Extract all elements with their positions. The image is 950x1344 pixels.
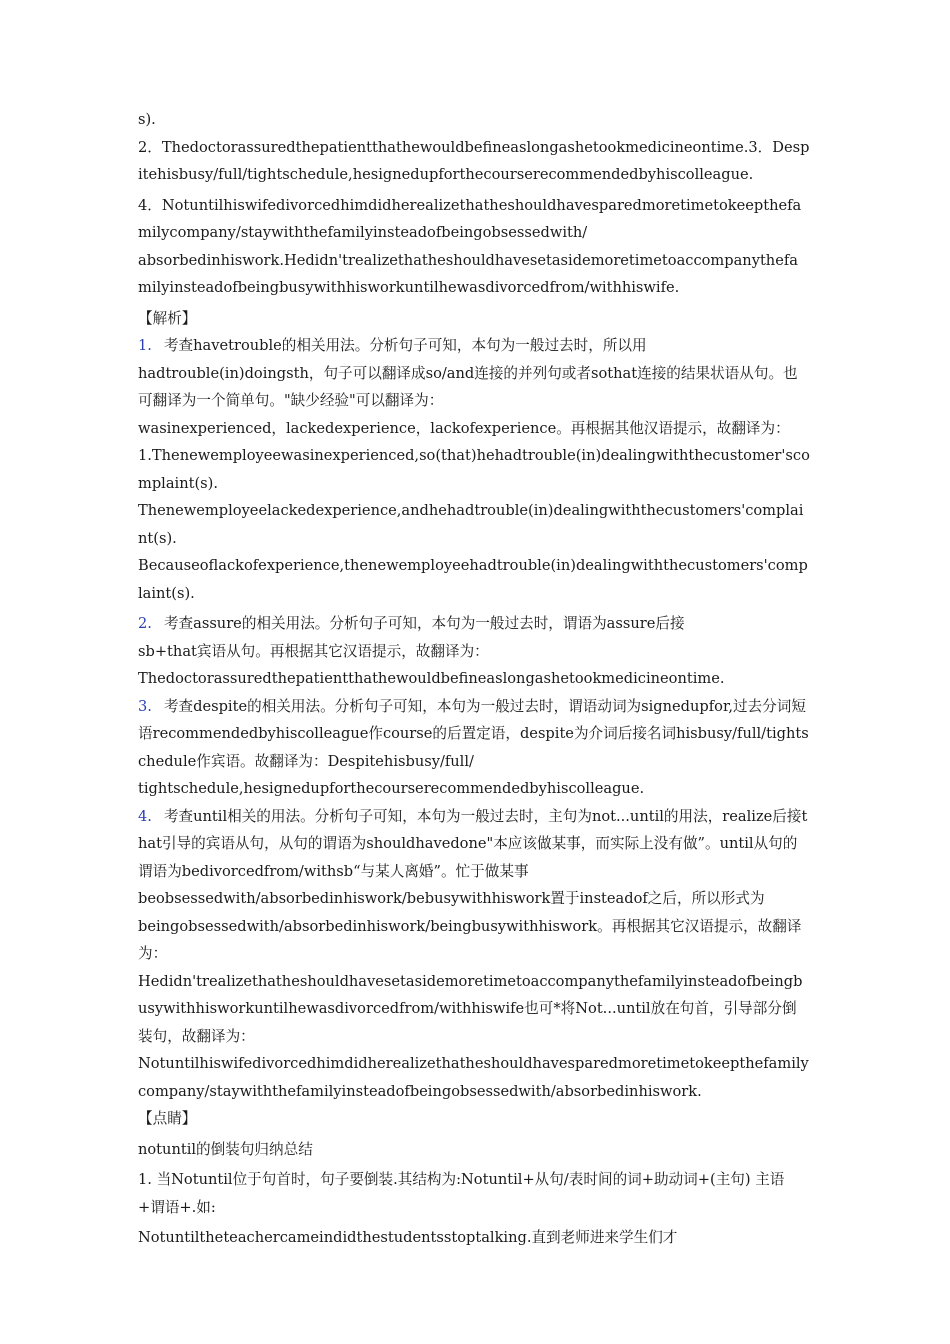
analysis-text: 1.Thenewemployeewasinexperienced,so(that)hehadtrouble(in)dealingwiththecustomer'scomplaint(s). (138, 447, 810, 492)
answer-line: 4．Notuntilhiswifedivorcedhimdidherealizethatheshouldhavesparedmoretimetokeepthefamilycompany/staywiththefamilyinsteadofbeingobsessedwith/ (138, 196, 802, 241)
analysis-text: hadtrouble(in)doingsth，句子可以翻译成so/and连接的并列句或者sothat连接的结果状语从句。也可翻译为一个简单句。"缺少经验"可以翻译为： (138, 364, 798, 409)
tip-heading: 【点睛】 (138, 1110, 197, 1127)
analysis-item-3 (138, 693, 810, 803)
analysis-item-2 (138, 610, 810, 693)
analysis-item-4 (138, 803, 810, 1106)
tip-item: 1. 当Notuntil位于句首时，句子要倒装.其结构为:Notuntil+从句/表时间的词+助动词+(主句) 主语+谓语+.如: (138, 1171, 785, 1216)
item-number: 4. (138, 807, 152, 825)
analysis-text: 考查havetrouble的相关用法。分析句子可知，本句为一般过去时，所以用 (163, 337, 647, 354)
analysis-heading: 【解析】 (138, 309, 197, 327)
analysis-text: beingobsessedwith/absorbedinhiswork/beingbusywithhiswork。再根据其它汉语提示，故翻译为： (138, 917, 802, 962)
analysis-item-1 (138, 332, 810, 607)
item-number: 2. (138, 615, 152, 632)
item-number: 1. (138, 337, 152, 354)
item-number: 3. (138, 697, 152, 715)
analysis-text: wasinexperienced，lackedexperience，lackofexperience。再根据其他汉语提示，故翻译为： (138, 419, 790, 437)
answer-line: s). (138, 111, 156, 128)
analysis-text: Hedidn'trealizethatheshouldhavesetasidemoretimetoaccompanythefamilyinsteadofbeingbusywithhisworkuntilhewasdivorcedfrom/withhiswife也可*将Not...until放在句首，引导部分倒装句，故翻译为： (138, 972, 803, 1045)
answer-line: absorbedinhiswork.Hedidn'trealizethatheshouldhavesetasidemoretimetoaccompanythefamilyinsteadofbeingbusywithhisworkuntilhewasdivorcedfrom/withhiswife. (138, 251, 798, 296)
analysis-text: 考查assure的相关用法。分析句子可知，本句为一般过去时，谓语为assure后接 (163, 615, 685, 632)
tip-item: Notuntiltheteachercameindidthestudentsstoptalking.直到老师进来学生们才 (138, 1229, 678, 1246)
analysis-text: 考查despite的相关用法。分析句子可知，本句为一般过去时，谓语动词为signedupfor,过去分词短语recommendedbyhiscolleague作course的后置定语，despite为介词后接名词hisbusy/full/tightschedule作宾语。故翻译为：Despitehisbusy/full/ (138, 697, 809, 770)
analysis-text: Thedoctorassuredthepatientthathewouldbefineaslongashetookmedicineontime. (138, 670, 725, 687)
analysis-text: Becauseoflackofexperience,thenewemployeehadtrouble(in)dealingwiththecustomers'complaint(s). (138, 557, 808, 602)
answer-line: 2．Thedoctorassuredthepatientthathewouldbefineaslongashetookmedicineontime.3．Despitehisbusy/full/tightschedule,hesignedupforthecourserecommendedbyhiscolleague. (138, 138, 810, 183)
tip-title: notuntil的倒装句归纳总结 (138, 1140, 313, 1158)
analysis-text: Thenewemployeelackedexperience,andhehadtrouble(in)dealingwiththecustomers'complaint(s). (138, 502, 804, 547)
analysis-text: Notuntilhiswifedivorcedhimdidherealizethatheshouldhavesparedmoretimetokeepthefamilycompany/staywiththefamilyinsteadofbeingobsessedwith/absorbedinhiswork. (138, 1055, 809, 1100)
analysis-text: beobsessedwith/absorbedinhiswork/bebusywithhiswork置于insteadof之后，所以形式为 (138, 890, 765, 907)
analysis-text: 考查until相关的用法。分析句子可知，本句为一般过去时，主句为not...until的用法，realize后接that引导的宾语从句，从句的谓语为shouldhavedone"本应该做某事，而实际上没有做”。until从句的谓语为bedivorcedfrom/withsb“与某人离婚”。忙于做某事 (138, 807, 808, 880)
analysis-text: sb+that宾语从句。再根据其它汉语提示，故翻译为： (138, 642, 489, 660)
analysis-text: tightschedule,hesignedupforthecourserecommendedbyhiscolleague. (138, 780, 645, 797)
document-body (138, 106, 810, 1252)
